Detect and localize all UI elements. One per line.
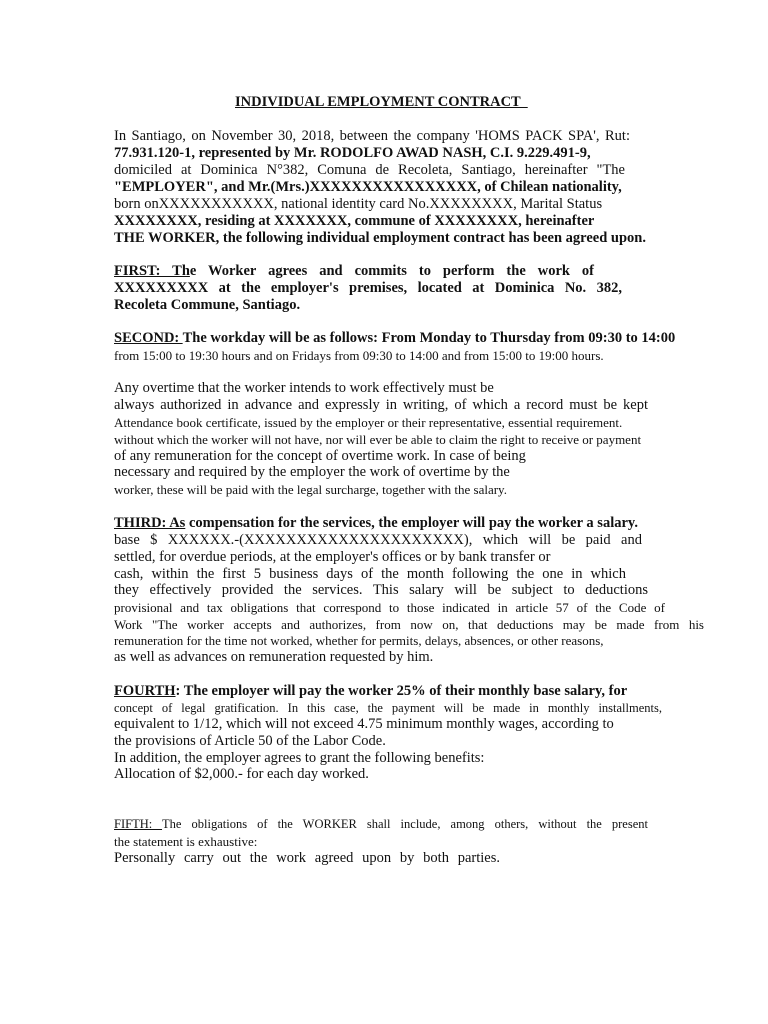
fifth-clause-line: [114, 816, 648, 833]
third-clause-line: they effectively provided the services. This salary will be subject to deductions: [114, 582, 648, 598]
second-clause-text: The workday will be as follows: From Monday to Thursday from 09:30 to 14:00: [182, 330, 676, 346]
overtime-line: without which the worker will not have, nor will ever be able to claim the right to receive or payment: [114, 432, 642, 447]
fourth-clause-line: Allocation of $2,000.- for each day worked.: [114, 766, 369, 782]
third-clause-line: settled, for overdue periods, at the employer's offices or by bank transfer or: [114, 549, 551, 565]
intro-line: 77.931.120-1, represented by Mr. RODOLFO AWAD NASH, C.I. 9.229.491-9,: [114, 145, 591, 161]
fourth-clause-line: the provisions of Article 50 of the Labor Code.: [114, 733, 386, 749]
fourth-clause-heading: FOURTH: [114, 683, 176, 699]
fourth-clause-line: concept of legal gratification. In this case, the payment will be made in monthly installments,: [114, 701, 662, 715]
overtime-line: necessary and required by the employer the work of overtime by the: [114, 464, 510, 480]
fifth-clause-heading: FIFTH:: [114, 817, 163, 831]
fourth-clause-line: [114, 683, 627, 700]
third-clause-line: as well as advances on remuneration requested by him.: [114, 649, 434, 665]
third-clause-line: base $ XXXXXX.-(XXXXXXXXXXXXXXXXXXXXX), which will be paid and: [114, 532, 642, 548]
first-clause-line: XXXXXXXXX at the employer's premises, located at Dominica No. 382,: [114, 280, 622, 296]
fifth-clause-text: The obligations of the WORKER shall include, among others, without the present: [162, 817, 648, 831]
second-clause-line: [114, 330, 675, 347]
overtime-line: of any remuneration for the concept of overtime work. In case of being: [114, 448, 526, 464]
intro-line: XXXXXXXX, residing at XXXXXXX, commune of XXXXXXXX, hereinafter: [114, 213, 595, 229]
overtime-line: worker, these will be paid with the legal surcharge, together with the salary.: [114, 482, 507, 497]
second-clause-line: from 15:00 to 19:30 hours and on Fridays from 09:30 to 14:00 and from 15:00 to 19:00 hours.: [114, 348, 604, 363]
first-clause-line: Recoleta Commune, Santiago.: [114, 297, 301, 313]
overtime-line: always authorized in advance and expressly in writing, of which a record must be kept: [114, 397, 648, 413]
fourth-clause-line: equivalent to 1/12, which will not exceed 4.75 minimum monthly wages, according to: [114, 716, 614, 732]
third-clause-line: cash, within the first 5 business days of the month following the one in which: [114, 566, 626, 582]
fourth-clause-text: : The employer will pay the worker 25% of their monthly base salary, for: [175, 683, 628, 699]
intro-line: born onXXXXXXXXXXX, national identity card No.XXXXXXXX, Marital Status: [114, 196, 603, 212]
third-clause-line: provisional and tax obligations that correspond to those indicated in article 57 of the Code of: [114, 600, 665, 615]
third-clause-line: [114, 515, 638, 532]
intro-line: In Santiago, on November 30, 2018, between the company 'HOMS PACK SPA', Rut:: [114, 128, 630, 144]
first-clause-line: [114, 263, 594, 280]
first-clause-heading: FIRST: Th: [114, 263, 190, 279]
third-clause-heading: THIRD: As: [114, 515, 186, 531]
intro-line: THE WORKER, the following individual employment contract has been agreed upon.: [114, 230, 646, 246]
overtime-line: Attendance book certificate, issued by the employer or their representative, essential requirement.: [114, 415, 623, 430]
fourth-clause-line: In addition, the employer agrees to grant the following benefits:: [114, 750, 485, 766]
intro-line: "EMPLOYER", and Mr.(Mrs.)XXXXXXXXXXXXXXXX, of Chilean nationality,: [114, 179, 622, 195]
second-clause-heading: SECOND:: [114, 330, 183, 346]
intro-line: domiciled at Dominica N°382, Comuna de Recoleta, Santiago, hereinafter "The: [114, 162, 625, 178]
document-title: INDIVIDUAL EMPLOYMENT CONTRACT: [235, 94, 528, 110]
third-clause-line: Work "The worker accepts and authorizes, from now on, that deductions may be made from his: [114, 617, 704, 632]
third-clause-line: remuneration for the time not worked, whether for permits, delays, absences, or other reasons,: [114, 633, 604, 648]
first-clause-text: e Worker agrees and commits to perform the work of: [189, 263, 594, 279]
third-clause-text: compensation for the services, the employer will pay the worker a salary.: [185, 515, 638, 531]
overtime-line: Any overtime that the worker intends to work effectively must be: [114, 380, 494, 396]
fifth-clause-line: the statement is exhaustive:: [114, 834, 258, 849]
fifth-clause-line: Personally carry out the work agreed upon by both parties.: [114, 850, 500, 866]
